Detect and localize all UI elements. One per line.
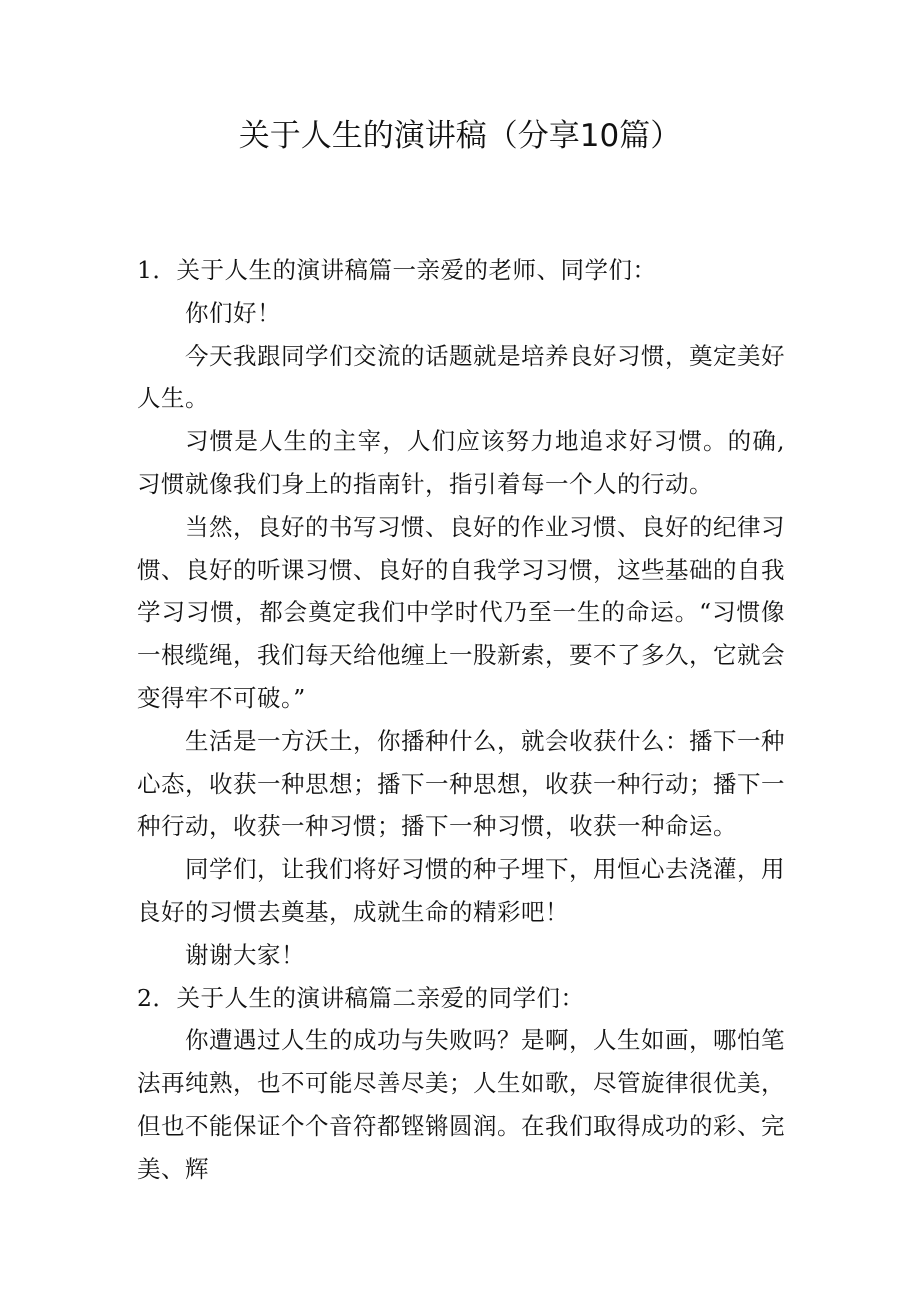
paragraph: 今天我跟同学们交流的话题就是培养良好习惯，奠定美好人生。 xyxy=(137,341,785,413)
paragraph: 你遭遇过人生的成功与失败吗？是啊，人生如画，哪怕笔法再纯熟，也不可能尽善尽美；人生如歌，尽管旋律很优美，但也不能保证个个音符都铿锵圆润。在我们取得成功的彩、完美、辉 xyxy=(137,1026,785,1183)
paragraph: 当然，良好的书写习惯、良好的作业习惯、良好的纪律习惯、良好的听课习惯、良好的自我学习习惯，这些基础的自我学习习惯，都会奠定我们中学时代乃至一生的命运。“习惯像一根缆绳，我们每天给他缠上一股新索，要不了多久，它就会变得牢不可破。” xyxy=(137,512,785,712)
section-heading: 1．关于人生的演讲稿篇一亲爱的老师、同学们： xyxy=(137,256,657,284)
paragraph: 习惯是人生的主宰，人们应该努力地追求好习惯。的确,习惯就像我们身上的指南针，指引着每一个人的行动。 xyxy=(137,427,785,498)
paragraph: 同学们，让我们将好习惯的种子埋下，用恒心去浇灌，用良好的习惯去奠基，成就生命的精彩吧！ xyxy=(137,855,785,926)
paragraph: 你们好！ xyxy=(185,298,281,327)
paragraph: 生活是一方沃土，你播种什么，就会收获什么：播下一种心态，收获一种思想；播下一种思想，收获一种行动；播下一种行动，收获一种习惯；播下一种习惯，收获一种命运。 xyxy=(137,726,785,841)
section-heading: 2．关于人生的演讲稿篇二亲爱的同学们： xyxy=(137,983,585,1012)
paragraph: 谢谢大家！ xyxy=(185,940,305,969)
document-body xyxy=(137,249,785,1191)
document-title: 关于人生的演讲稿（分享10篇） xyxy=(238,118,682,154)
